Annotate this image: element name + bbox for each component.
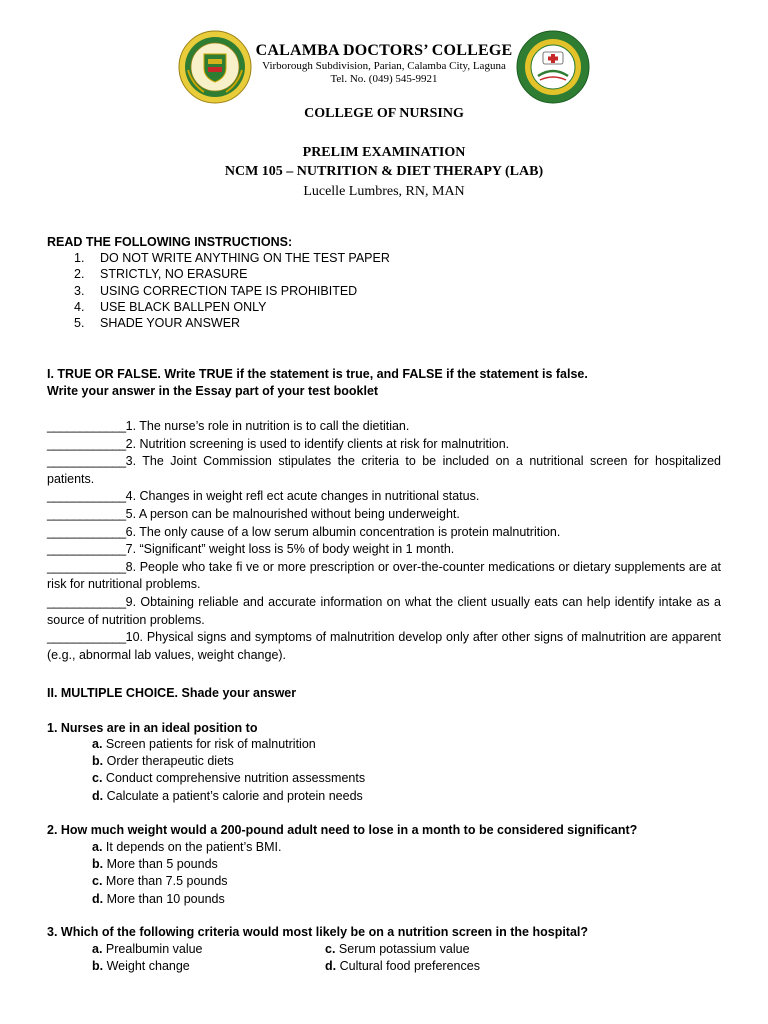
list-item: ____________7. “Significant” weight loss is 5% of body weight in 1 month. <box>47 542 455 557</box>
answer-blank: ____________ <box>47 436 126 451</box>
mc-options <box>92 736 365 805</box>
instruction-item: 1. DO NOT WRITE ANYTHING ON THE TEST PAPER <box>74 251 390 265</box>
mc-option: d. Cultural food preferences <box>325 959 480 974</box>
instruction-item: 4. USE BLACK BALLPEN ONLY <box>74 299 267 314</box>
mc-option: a. It depends on the patient’s BMI. <box>92 840 282 854</box>
mc-option-row <box>92 941 480 958</box>
mc-option-row <box>92 958 480 975</box>
answer-blank: ____________ <box>47 506 126 521</box>
college-address: Virborough Subdivision, Parian, Calamba City, Laguna <box>262 60 506 72</box>
mc-question: 3. Which of the following criteria would most likely be on a nutrition screen in the hospital? <box>47 925 589 939</box>
list-item: ____________3. The Joint Commission stipulates the criteria to be included on a nutritional screen for hospitalized patients. <box>47 454 721 486</box>
college-header <box>240 42 528 86</box>
college-of-nursing: COLLEGE OF NURSING <box>304 106 464 121</box>
list-item: ____________2. Nutrition screening is used to identify clients at risk for malnutrition. <box>47 436 510 451</box>
mc-option: c. Conduct comprehensive nutrition assessments <box>92 771 366 786</box>
answer-blank: ____________ <box>47 542 126 557</box>
mc-question: 1. Nurses are in an ideal position to <box>47 721 258 735</box>
section1-subheading: Write your answer in the Essay part of your test booklet <box>47 384 379 398</box>
mc-question: 2. How much weight would a 200-pound adult need to lose in a month to be considered significant? <box>47 823 638 837</box>
section1-heading: I. TRUE OR FALSE. Write TRUE if the statement is true, and FALSE if the statement is false. <box>47 367 588 381</box>
mc-options <box>92 941 480 975</box>
answer-blank: ____________ <box>47 419 126 433</box>
instructions-heading: READ THE FOLLOWING INSTRUCTIONS: <box>47 235 293 249</box>
instruction-item: 2. STRICTLY, NO ERASURE <box>74 267 248 282</box>
list-item: ____________8. People who take fi ve or more prescription or over-the-counter medications or dietary supplements are at risk for nutritional problems. <box>47 559 721 592</box>
mc-option: d. More than 10 pounds <box>92 891 225 906</box>
instructor-name: Lucelle Lumbres, RN, MAN <box>303 184 465 199</box>
mc-option: a. Screen patients for risk of malnutrition <box>92 737 316 751</box>
answer-blank: ____________ <box>47 559 126 574</box>
answer-blank: ____________ <box>47 524 126 539</box>
answer-blank: ____________ <box>47 594 126 609</box>
mc-option: a. Prealbumin value <box>92 942 203 956</box>
list-item: ____________5. A person can be malnourished without being underweight. <box>47 506 460 521</box>
mc-option: d. Calculate a patient’s calorie and protein needs <box>92 788 363 803</box>
college-telephone: Tel. No. (049) 545-9921 <box>330 73 438 85</box>
list-item: ____________4. Changes in weight refl ect acute changes in nutritional status. <box>47 489 480 504</box>
list-item: ____________6. The only cause of a low serum albumin concentration is protein malnutrition. <box>47 524 561 539</box>
true-false-list <box>47 418 721 664</box>
instruction-item: 5. SHADE YOUR ANSWER <box>74 316 241 331</box>
exam-title: PRELIM EXAMINATION <box>302 145 466 160</box>
mc-option: c. More than 7.5 pounds <box>92 874 228 889</box>
mc-option: c. Serum potassium value <box>325 942 470 956</box>
answer-blank: ____________ <box>47 630 126 645</box>
mc-option: b. More than 5 pounds <box>92 857 218 872</box>
instruction-item: 3. USING CORRECTION TAPE IS PROHIBITED <box>74 283 358 298</box>
mc-options <box>92 839 282 908</box>
course-title: NCM 105 – NUTRITION & DIET THERAPY (LAB) <box>224 164 544 179</box>
mc-option: b. Order therapeutic diets <box>92 754 234 769</box>
list-item: ____________1. The nurse’s role in nutrition is to call the dietitian. <box>47 419 410 433</box>
list-item: ____________10. Physical signs and symptoms of malnutrition develop only after other signs of malnutrition are apparent (e.g., abnormal lab values, weight change). <box>47 630 721 662</box>
list-item: ____________9. Obtaining reliable and accurate information on what the client usually eats can help identify intake as a source of nutrition problems. <box>47 594 721 627</box>
college-name: CALAMBA DOCTORS’ COLLEGE <box>255 42 513 59</box>
answer-blank: ____________ <box>47 489 126 504</box>
section2-heading: II. MULTIPLE CHOICE. Shade your answer <box>47 686 297 700</box>
mc-option: b. Weight change <box>92 959 190 974</box>
instructions-list <box>74 250 390 331</box>
answer-blank: ____________ <box>47 454 126 469</box>
nursing-seal-logo <box>516 30 590 104</box>
